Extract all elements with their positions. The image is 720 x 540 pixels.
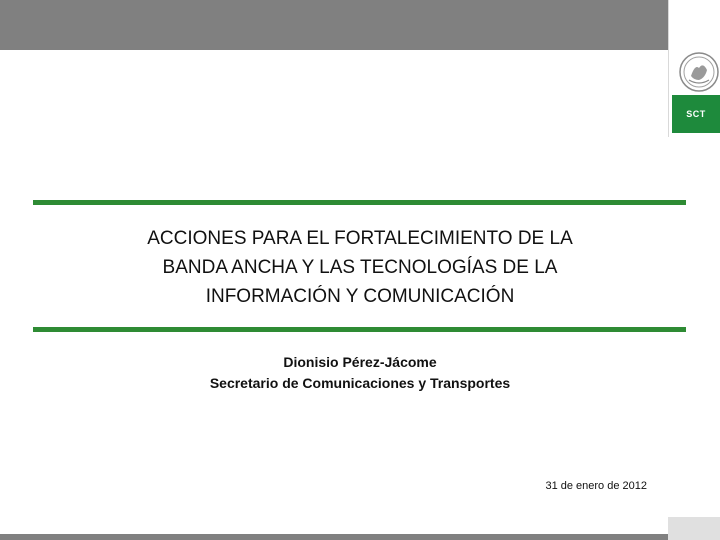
author-block — [80, 352, 640, 394]
title-line: BANDA ANCHA Y LAS TECNOLOGÍAS DE LA — [162, 257, 558, 278]
national-seal-icon — [677, 50, 720, 94]
title-line: INFORMACIÓN Y COMUNICACIÓN — [205, 286, 515, 307]
footer-bar — [0, 534, 668, 540]
title-rule-top — [33, 200, 686, 205]
header-bar — [0, 0, 668, 50]
title-rule-bottom — [33, 327, 686, 332]
logo-panel — [668, 0, 720, 137]
footer-corner-box — [668, 517, 720, 540]
presentation-date: 31 de enero de 2012 — [545, 480, 647, 492]
author-name: Dionisio Pérez-Jácome — [283, 354, 437, 370]
slide-title — [60, 224, 660, 311]
author-role: Secretario de Comunicaciones y Transportes — [209, 375, 511, 391]
title-line: ACCIONES PARA EL FORTALECIMIENTO DE LA — [147, 228, 573, 249]
sct-logo-badge: SCT — [672, 95, 720, 133]
